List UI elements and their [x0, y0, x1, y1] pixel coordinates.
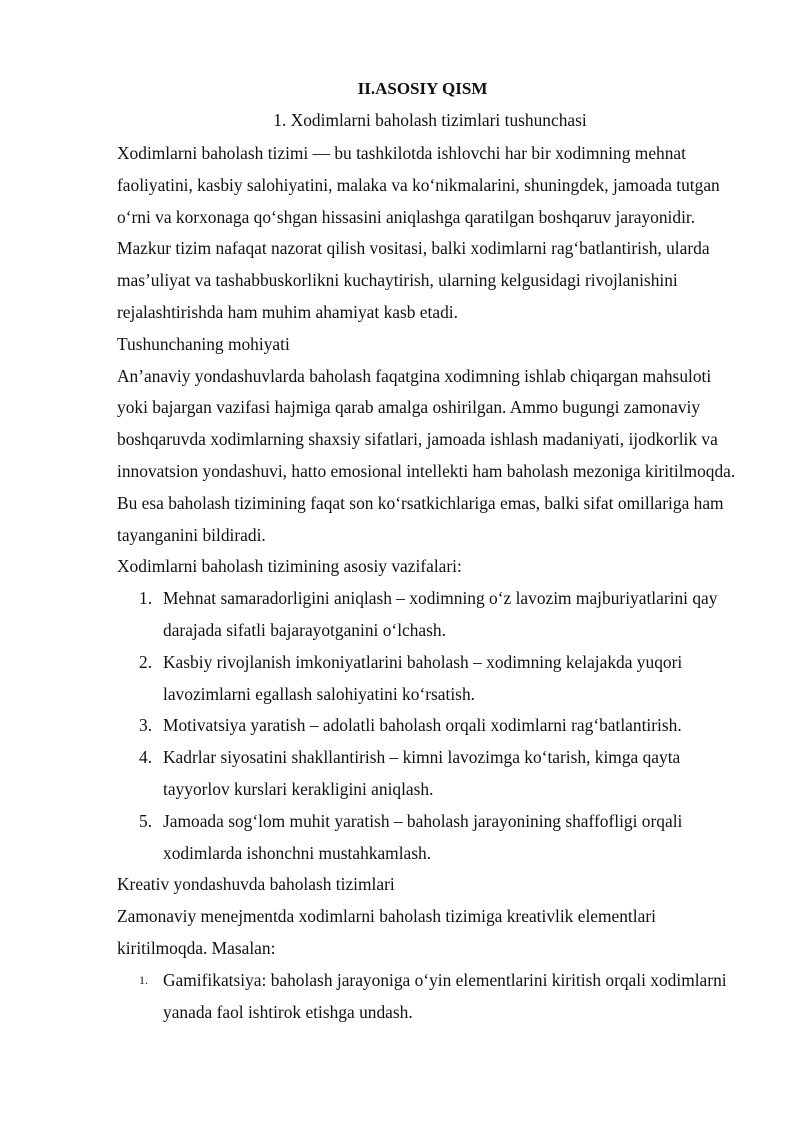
list-item: [117, 710, 737, 742]
heading-essence: Tushunchaning mohiyati: [117, 333, 290, 354]
document-body: [117, 138, 737, 1028]
list-number: 1.: [139, 972, 148, 987]
section-title: II.ASOSIY QISM: [357, 79, 488, 98]
list-text: Motivatsiya yaratish – adolatli baholash orqali xodimlarni rag‘batlantirish.: [163, 715, 682, 736]
list-item: [117, 647, 737, 711]
list-text: Gamifikatsiya: baholash jarayoniga o‘yin elementlarini kiritish orqali xodimlarni yanada faol ishtirok etishga undash.: [163, 969, 727, 1022]
list-number: 1.: [139, 588, 153, 609]
intro-paragraph: Xodimlarni baholash tizimi — bu tashkilotda ishlovchi har bir xodimning mehnat faoliyatini, kasbiy salohiyatini, malaka va ko‘nikmalarini, shuningdek, jamoada tutgan o‘rni va korxonaga qo‘shgan hissasini aniqlashga qaratilgan boshqaruv jarayonidir. Mazkur tizim nafaqat nazorat qilish vositasi, balki xodimlarni rag‘batlantirish, ularda mas’uliyat va tashabbuskorlikni kuchaytirish, ularning kelgusidagi rivojlanishini rejalashtirishda ham muhim ahamiyat kasb etadi.: [117, 143, 720, 322]
list-item: [117, 806, 737, 870]
heading-functions: Xodimlarni baholash tizimining asosiy vazifalari:: [117, 556, 462, 577]
list-text: Kasbiy rivojlanish imkoniyatlarini baholash – xodimning kelajakda yuqori lavozimlarni egallash salohiyatini ko‘rsatish.: [163, 651, 683, 704]
list-number: 4.: [139, 747, 153, 768]
creative-paragraph: Zamonaviy menejmentda xodimlarni baholash tizimiga kreativlik elementlari kiritilmoqda. Masalan:: [117, 906, 656, 958]
functions-list: [117, 583, 737, 869]
essence-paragraph: An’anaviy yondashuvlarda baholash faqatgina xodimning ishlab chiqargan mahsuloti yoki bajargan vazifasi hajmiga qarab amalga oshirilgan. Ammo bugungi zamonaviy boshqaruvda xodimlarning shaxsiy sifatlari, jamoada ishlash madaniyati, ijodkorlik va innovatsion yondashuvi, hatto emosional intellekti ham baholash mezoniga kiritilmoqda. Bu esa baholash tizimining faqat son ko‘rsatkichlariga emas, balki sifat omillariga ham tayanganini bildiradi.: [117, 365, 736, 545]
list-number: 3.: [139, 715, 153, 736]
list-number: 5.: [139, 810, 153, 831]
list-item: [117, 583, 737, 647]
list-item: [117, 742, 737, 806]
section-subtitle: 1. Xodimlarni baholash tizimlari tushunchasi: [273, 110, 587, 130]
list-text: Kadrlar siyosatini shakllantirish – kimni lavozimga ko‘tarish, kimga qayta tayyorlov kurslari kerakligini aniqlash.: [163, 747, 681, 799]
creative-list: [117, 965, 737, 1029]
list-item: [117, 965, 737, 1029]
list-text: Mehnat samaradorligini aniqlash – xodimning o‘z lavozim majburiyatlarini qay darajada sifatli bajarayotganini o‘lchash.: [163, 588, 718, 640]
heading-creative: Kreativ yondashuvda baholash tizimlari: [117, 874, 395, 895]
list-number: 2.: [139, 651, 153, 672]
list-text: Jamoada sog‘lom muhit yaratish – baholash jarayonining shaffofligi orqali xodimlarda ishonchni mustahkamlash.: [163, 810, 683, 863]
